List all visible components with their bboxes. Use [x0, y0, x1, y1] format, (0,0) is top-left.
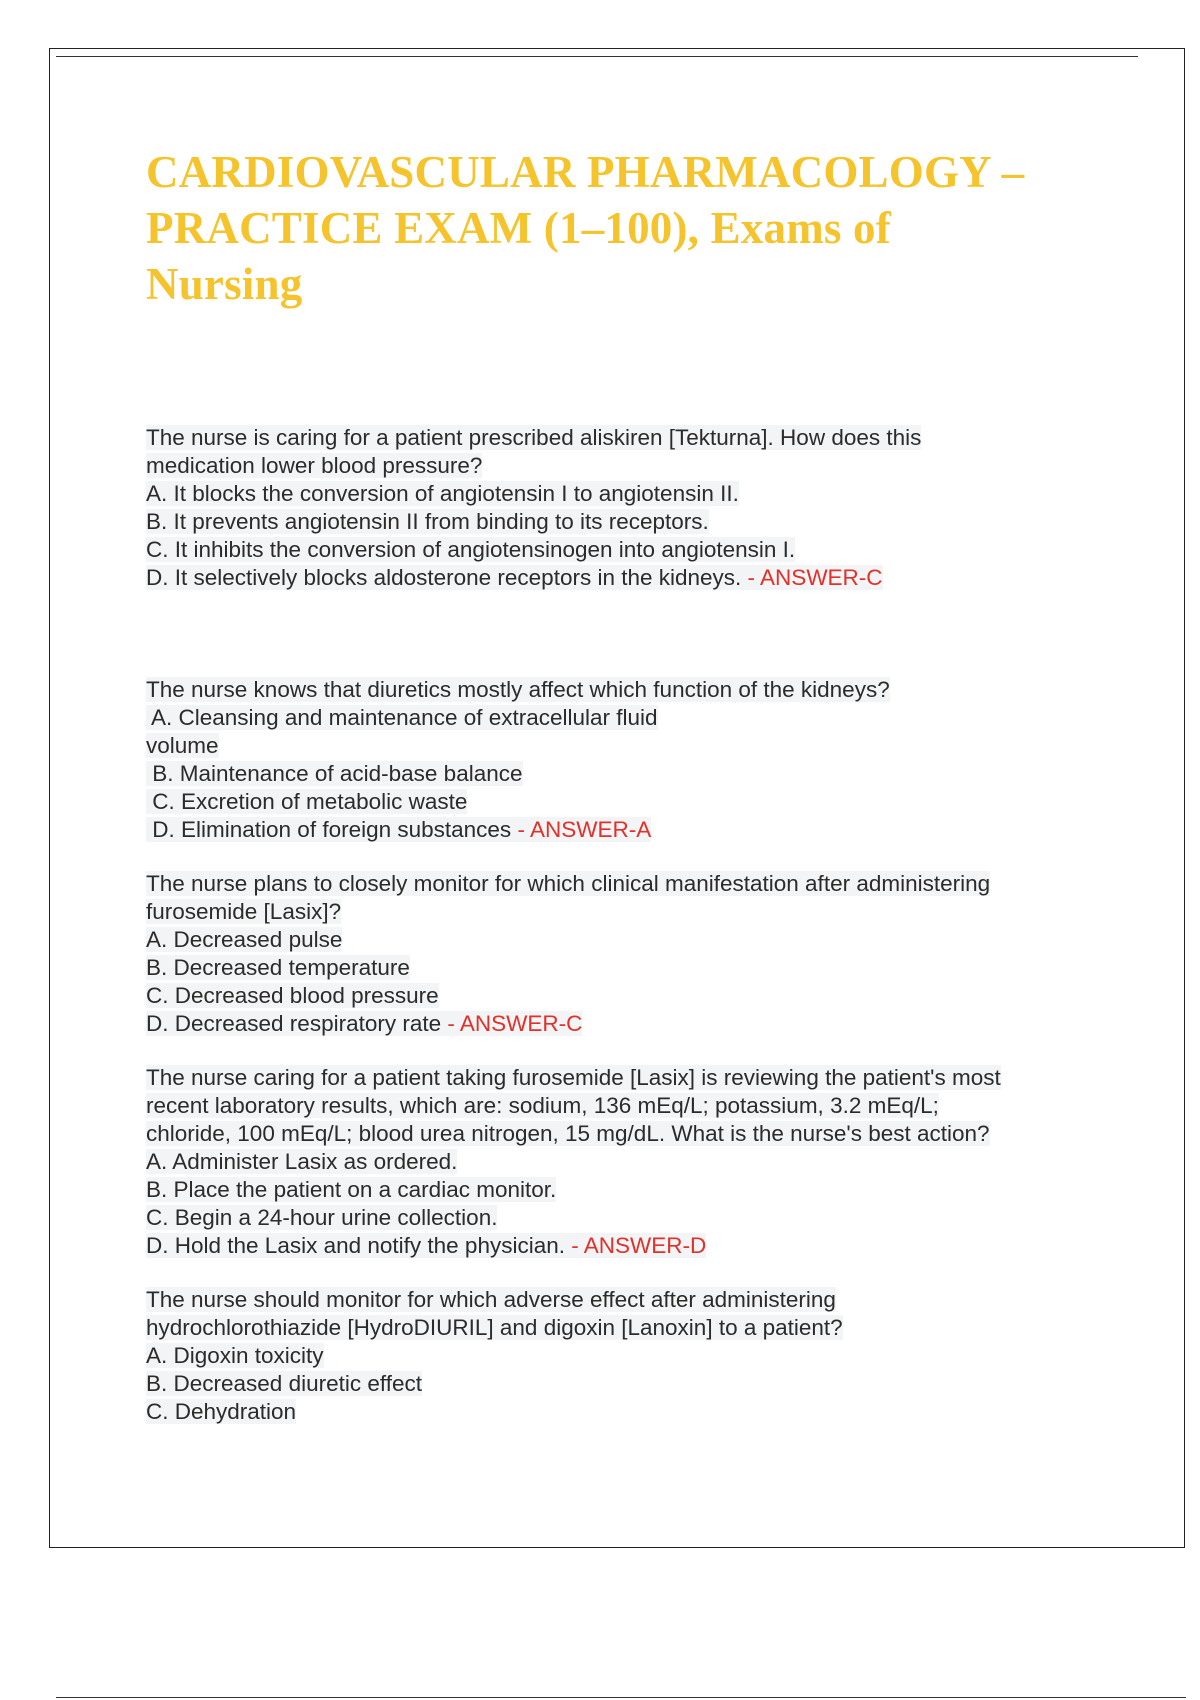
option-b: B. It prevents angiotensin II from binding to its receptors.: [146, 509, 709, 534]
question-list: [146, 424, 1086, 1426]
title-line: CARDIOVASCULAR PHARMACOLOGY –: [146, 147, 1025, 197]
question-5: [146, 1286, 1086, 1426]
question-text: hydrochlorothiazide [HydroDIURIL] and digoxin [Lanoxin] to a patient?: [146, 1315, 843, 1340]
question-1: [146, 424, 1086, 592]
option-c: C. Excretion of metabolic waste: [146, 789, 468, 814]
question-text: The nurse caring for a patient taking furosemide [Lasix] is reviewing the patient's most: [146, 1065, 1001, 1090]
option-a-continued: volume: [146, 733, 219, 758]
option-c: C. Dehydration: [146, 1399, 297, 1424]
question-4: [146, 1064, 1086, 1260]
document-title: [146, 144, 1106, 312]
option-a: A. Decreased pulse: [146, 927, 343, 952]
option-d: D. Elimination of foreign substances - ANSWER-A: [146, 817, 652, 842]
question-3: [146, 870, 1086, 1038]
option-d: D. It selectively blocks aldosterone receptors in the kidneys. - ANSWER-C: [146, 565, 883, 590]
option-a: A. Digoxin toxicity: [146, 1343, 324, 1368]
option-c: C. Decreased blood pressure: [146, 983, 439, 1008]
option-a: A. It blocks the conversion of angiotensin I to angiotensin II.: [146, 481, 739, 506]
option-c: C. Begin a 24-hour urine collection.: [146, 1205, 498, 1230]
question-text: recent laboratory results, which are: sodium, 136 mEq/L; potassium, 3.2 mEq/L;: [146, 1093, 939, 1118]
option-d: D. Hold the Lasix and notify the physician. - ANSWER-D: [146, 1233, 707, 1258]
title-line: Nursing: [146, 259, 303, 309]
question-text: medication lower blood pressure?: [146, 453, 483, 478]
question-text: furosemide [Lasix]?: [146, 899, 342, 924]
question-2: [146, 676, 1086, 844]
option-b: B. Decreased temperature: [146, 955, 410, 980]
answer-label: - ANSWER-D: [565, 1233, 707, 1258]
answer-label: - ANSWER-C: [741, 565, 883, 590]
option-d: D. Decreased respiratory rate - ANSWER-C: [146, 1011, 583, 1036]
option-b: B. Maintenance of acid-base balance: [146, 761, 523, 786]
option-a: A. Cleansing and maintenance of extracellular fluid: [146, 705, 658, 730]
title-line: PRACTICE EXAM (1–100), Exams of: [146, 203, 891, 253]
top-rule: [56, 56, 1138, 57]
question-text: The nurse is caring for a patient prescribed aliskiren [Tekturna]. How does this: [146, 425, 922, 450]
question-text: The nurse knows that diuretics mostly affect which function of the kidneys?: [146, 677, 890, 702]
answer-label: - ANSWER-A: [511, 817, 652, 842]
bottom-rule: [56, 1697, 1186, 1698]
option-b: B. Decreased diuretic effect: [146, 1371, 422, 1396]
question-text: chloride, 100 mEq/L; blood urea nitrogen, 15 mg/dL. What is the nurse's best action?: [146, 1121, 990, 1146]
option-b: B. Place the patient on a cardiac monitor.: [146, 1177, 557, 1202]
option-c: C. It inhibits the conversion of angiotensinogen into angiotensin I.: [146, 537, 796, 562]
option-a: A. Administer Lasix as ordered.: [146, 1149, 458, 1174]
answer-label: - ANSWER-C: [441, 1011, 583, 1036]
question-text: The nurse should monitor for which adverse effect after administering: [146, 1287, 836, 1312]
question-text: The nurse plans to closely monitor for which clinical manifestation after administering: [146, 871, 991, 896]
